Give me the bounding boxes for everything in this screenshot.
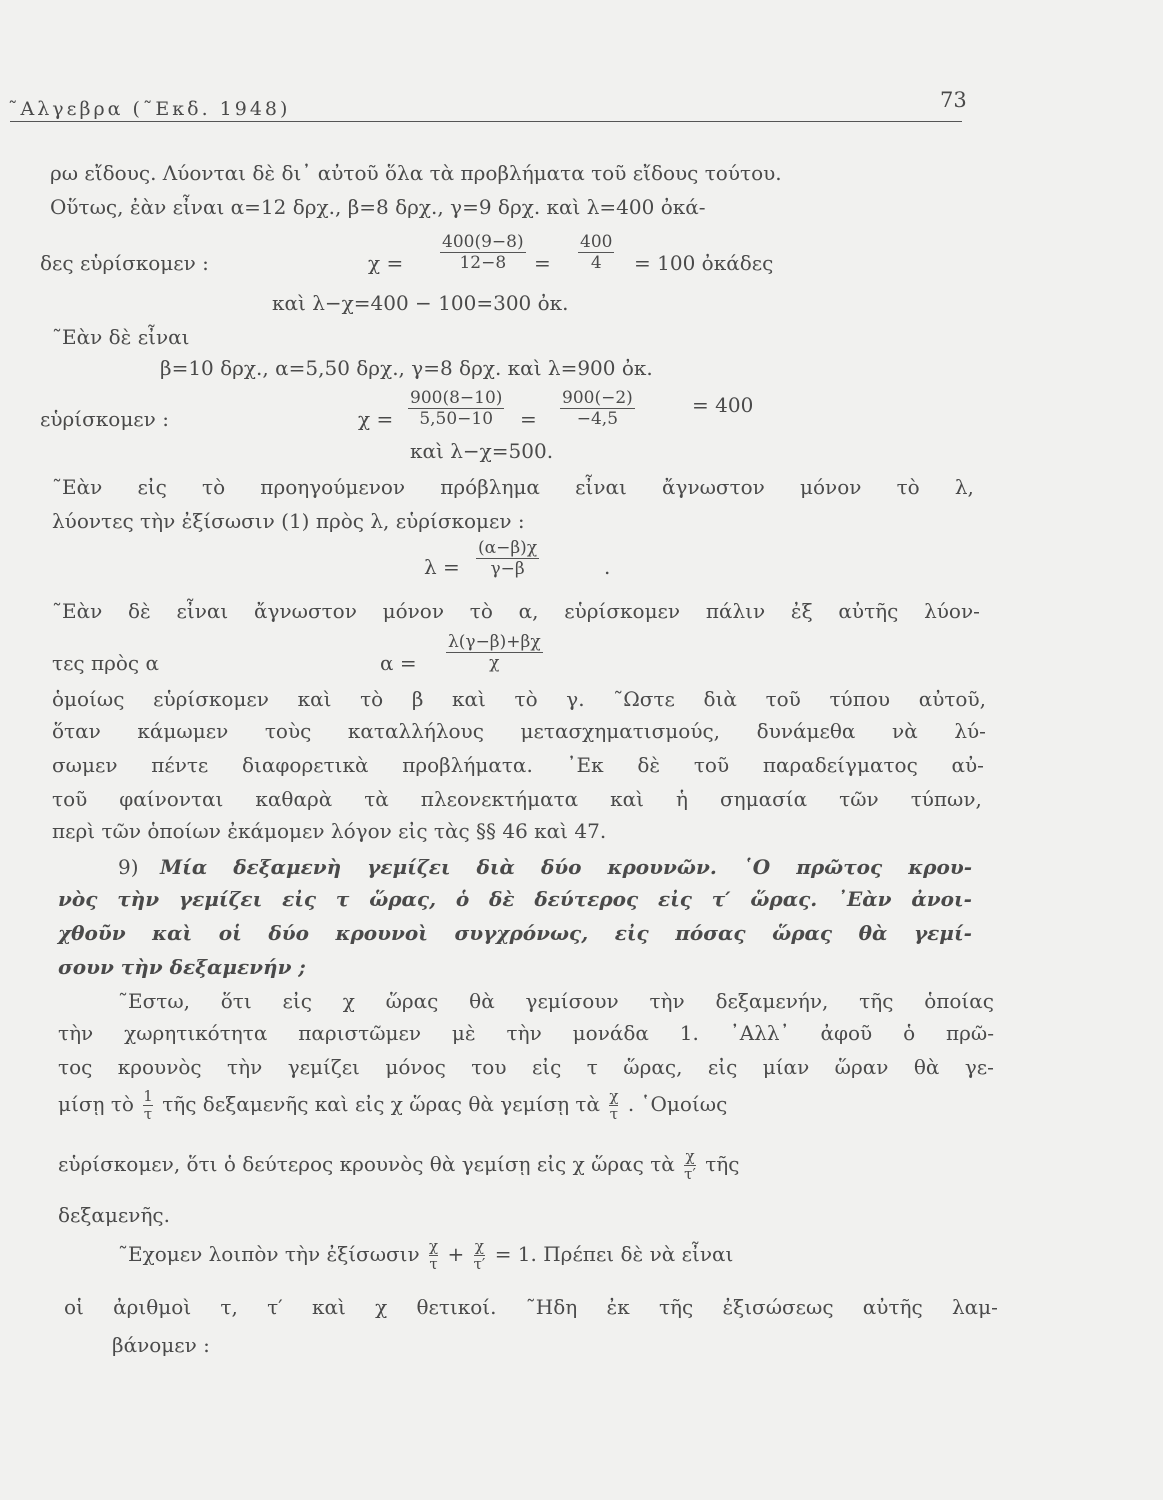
word: θὰ	[858, 921, 888, 945]
equation-lhs: α =	[380, 651, 417, 675]
word: ἀφοῦ	[820, 1021, 873, 1045]
word: ἡ	[676, 787, 689, 811]
text-line: καὶ λ−χ=500.	[410, 439, 554, 463]
fraction	[578, 232, 614, 273]
word: τῆς	[859, 989, 894, 1013]
text-run: = 1. Πρέπει δὲ νὰ εἶναι	[494, 1242, 734, 1266]
word: ˜Ωστε	[613, 687, 675, 711]
word: Μία	[160, 855, 208, 879]
word: οἱ	[64, 1295, 84, 1319]
denominator: 5,50−10	[408, 408, 504, 429]
word: ˜Ηδη	[525, 1295, 578, 1319]
text-line	[58, 1148, 739, 1183]
word: ἐξισώσεως	[722, 1295, 834, 1319]
word: ἄγνωστον	[254, 599, 357, 623]
word: δυνάμεθα	[756, 719, 856, 743]
word: ὁποίας	[924, 989, 994, 1013]
word: τὰ	[364, 787, 389, 811]
text-line: περὶ τῶν ὁποίων ἐκάμομεν λόγον εἰς τὰς §§ 46 καὶ 47.	[52, 819, 607, 843]
text-line: ˜Εὰν δὲ εἶναι	[52, 325, 190, 349]
plus-sign: +	[447, 1242, 465, 1266]
word: προηγούμενον	[260, 475, 406, 499]
word: πρῶτος	[796, 855, 883, 879]
word: παραδείγματος	[762, 753, 918, 777]
denominator: 4	[578, 252, 614, 273]
word: ὁ	[455, 887, 470, 911]
text-line	[52, 752, 984, 778]
word: νὸς	[58, 887, 98, 911]
word: γεμίζει	[287, 1055, 360, 1079]
numerator: 900(−2)	[562, 388, 633, 408]
denominator: τ	[429, 1255, 438, 1273]
word: καὶ	[610, 787, 645, 811]
word: διαφορετικὰ	[242, 753, 369, 777]
word: πάλιν	[705, 599, 766, 623]
word: πλεονεκτήματα	[420, 787, 579, 811]
word: γεμίζει	[178, 887, 263, 911]
word: κρουνοὶ	[335, 921, 428, 945]
text-run: . ῾Ομοίως	[627, 1092, 728, 1116]
fraction	[560, 388, 635, 429]
word: τὴν	[58, 1021, 94, 1045]
text-line: ρω εἴδους. Λύονται δὲ δι᾽ αὐτοῦ ὅλα τὰ προβλήματα τοῦ εἴδους τούτου.	[50, 161, 782, 185]
word: κρουνῶν.	[607, 855, 717, 879]
word: κρουνὸς	[117, 1055, 202, 1079]
word: εἰς	[707, 1055, 738, 1079]
word: εἰς	[282, 887, 317, 911]
word: δεξαμενήν,	[715, 989, 829, 1013]
word: τὸ	[896, 475, 920, 499]
word: αὐτῆς	[862, 1295, 923, 1319]
word: δεξαμενὴ	[233, 855, 342, 879]
word: διὰ	[476, 855, 515, 879]
word: α,	[518, 599, 539, 623]
period: .	[604, 555, 611, 579]
fraction	[684, 1148, 696, 1183]
word: τῆς	[658, 1295, 694, 1319]
text-line: β=10 δρχ., α=5,50 δρχ., γ=8 δρχ. καὶ λ=900 ὀκ.	[160, 356, 653, 380]
header-rule	[10, 121, 962, 122]
text-line: λύοντες τὴν ἐξίσωσιν (1) πρὸς λ, εὑρίσκομεν :	[52, 509, 525, 533]
numerator: χ	[609, 1087, 619, 1105]
word: μόνος	[385, 1055, 446, 1079]
denominator: χ	[446, 652, 543, 673]
denominator: τ	[609, 1105, 619, 1123]
word: ὥρας	[772, 921, 833, 945]
word: τὸ	[514, 687, 538, 711]
text-line: καὶ λ−χ=400 − 100=300 ὀκ.	[272, 291, 569, 315]
word: ˜Εὰν	[52, 599, 103, 623]
word: διὰ	[703, 687, 737, 711]
word: καὶ	[452, 687, 486, 711]
text-line: δες εὑρίσκομεν :	[40, 251, 209, 275]
word: γεμίσουν	[525, 989, 619, 1013]
word: γεμίζει	[367, 855, 451, 879]
denominator: τ′	[684, 1165, 696, 1183]
word: λύον-	[924, 599, 980, 623]
word: τοῦ	[693, 753, 730, 777]
word: ὅτι	[220, 989, 252, 1013]
word: αὐτοῦ,	[918, 687, 986, 711]
word: τ	[586, 1055, 598, 1079]
word: λ,	[954, 475, 974, 499]
text-run: μίσῃ τὸ	[58, 1092, 134, 1116]
word: ὁμοίως	[52, 687, 125, 711]
word: ὁ	[903, 1021, 916, 1045]
word: κάμωμεν	[137, 719, 229, 743]
text-line	[52, 474, 974, 500]
word: τῶν	[839, 787, 879, 811]
word: δὲ	[637, 753, 661, 777]
word: ˜Εστω,	[118, 989, 190, 1013]
word: σωμεν	[52, 753, 118, 777]
word: θὰ	[469, 989, 495, 1013]
word: ˜Εὰν	[52, 475, 103, 499]
text-line	[118, 1238, 733, 1273]
word: καὶ	[311, 1295, 346, 1319]
word: τοῦ	[52, 787, 88, 811]
problem-number: 9)	[118, 855, 139, 879]
word: συγχρόνως,	[454, 921, 589, 945]
numerator: χ	[474, 1237, 485, 1255]
problem-text	[58, 886, 972, 912]
numerator: λ(γ−β)+βχ	[448, 632, 541, 652]
word: εἶναι	[176, 599, 229, 623]
denominator: 12−8	[440, 252, 526, 273]
word: πρόβλημα	[440, 475, 540, 499]
word: ὥρας	[385, 989, 439, 1013]
word: ᾽Εκ	[566, 753, 604, 777]
word: λαμ-	[951, 1295, 998, 1319]
word: νὰ	[892, 719, 918, 743]
word: λύ-	[954, 719, 986, 743]
word: τ′	[267, 1295, 283, 1319]
word: εὑρίσκομεν	[153, 687, 269, 711]
word: μετασχηματισμούς,	[520, 719, 721, 743]
word: δύο	[268, 921, 309, 945]
word: εἰς	[614, 921, 649, 945]
word: σημασία	[720, 787, 808, 811]
text-run: εὑρίσκομεν, ὅτι ὁ δεύτερος κρουνὸς θὰ γεμίσῃ εἰς χ ὥρας τὰ	[58, 1152, 675, 1176]
word: ᾽Εὰν	[837, 887, 892, 911]
word: οἱ	[218, 921, 242, 945]
word: μὲ	[451, 1021, 476, 1045]
word: μονάδα	[572, 1021, 649, 1045]
word: τ′	[711, 887, 731, 911]
word: τ,	[220, 1295, 238, 1319]
numerator: χ	[429, 1237, 439, 1255]
word: του	[471, 1055, 507, 1079]
word: χθοῦν	[58, 921, 126, 945]
word: χ	[342, 989, 355, 1013]
numerator: 400(9−8)	[442, 232, 524, 252]
word: μόνον	[382, 599, 445, 623]
fraction	[446, 632, 543, 673]
word: β	[411, 687, 424, 711]
text-line	[58, 1054, 994, 1080]
word: προβλήματα.	[402, 753, 533, 777]
text-run: τῆς δεξαμενῆς καὶ εἰς χ ὥρας θὰ γεμίσῃ τὰ	[162, 1092, 600, 1116]
word: δεύτερος	[534, 887, 639, 911]
fraction	[440, 232, 526, 273]
word: θετικοί.	[416, 1295, 497, 1319]
word: ἀνοι-	[911, 887, 972, 911]
word: εἰς	[282, 989, 312, 1013]
word: κρου-	[908, 855, 972, 879]
denominator: γ−β	[476, 558, 539, 579]
word: εὑρίσκομεν	[564, 599, 681, 623]
word: δὲ	[128, 599, 151, 623]
word: τὴν	[649, 989, 685, 1013]
text-run: τῆς	[705, 1152, 740, 1176]
word: τὸ	[469, 599, 493, 623]
numerator: 400	[580, 232, 613, 252]
problem-text	[160, 854, 972, 880]
word: εἶναι	[575, 475, 627, 499]
denominator: −4,5	[560, 408, 635, 429]
word: εἰς	[531, 1055, 562, 1079]
word: φαίνονται	[119, 787, 224, 811]
fraction	[474, 1238, 486, 1273]
denominator: τ	[143, 1105, 153, 1123]
word: τὴν	[227, 1055, 263, 1079]
word: ᾽Αλλ᾽	[729, 1021, 790, 1045]
problem-text	[58, 920, 972, 946]
word: πρῶ-	[946, 1021, 994, 1045]
word: ὥραν	[834, 1055, 889, 1079]
equals-sign: =	[534, 251, 551, 275]
word: τὴν	[117, 887, 160, 911]
running-header: ˜Αλγεβρα (˜Εκδ. 1948)	[8, 98, 291, 120]
text-line	[52, 686, 986, 712]
word: γε-	[964, 1055, 994, 1079]
word: χ	[375, 1295, 388, 1319]
word: καταλλήλους	[347, 719, 484, 743]
problem-text: σουν τὴν δεξαμενήν ;	[58, 955, 306, 979]
word: εἰς	[137, 475, 167, 499]
equation-lhs: λ =	[424, 555, 460, 579]
word: θὰ	[913, 1055, 940, 1079]
equals-sign: =	[520, 407, 537, 431]
word: τὸ	[202, 475, 226, 499]
word: ἐκ	[606, 1295, 630, 1319]
word: καθαρὰ	[255, 787, 333, 811]
word: τοῦ	[765, 687, 801, 711]
word: καὶ	[152, 921, 193, 945]
text-line: τες πρὸς α	[52, 651, 159, 675]
word: αὐτῆς	[838, 599, 899, 623]
text-line	[64, 1294, 998, 1320]
word: ὅταν	[52, 719, 101, 743]
fraction	[429, 1238, 438, 1273]
word: τὸ	[360, 687, 384, 711]
word: τὴν	[506, 1021, 542, 1045]
word: ἄγνωστον	[662, 475, 765, 499]
fraction	[476, 538, 539, 579]
text-line: εὑρίσκομεν :	[40, 407, 169, 431]
text-line	[52, 598, 980, 624]
word: τος	[58, 1055, 93, 1079]
word: δὲ	[489, 887, 515, 911]
word: χωρητικότητα	[124, 1021, 268, 1045]
word: μόνον	[800, 475, 862, 499]
text-line: βάνομεν :	[112, 1333, 210, 1357]
word: ῾Ο	[742, 855, 771, 879]
word: τύπου	[829, 687, 891, 711]
text-line: Οὕτως, ἐὰν εἶναι α=12 δρχ., β=8 δρχ., γ=9 δρχ. καὶ λ=400 ὀκά-	[50, 195, 706, 219]
page-number: 73	[940, 88, 967, 112]
word: παριστῶμεν	[298, 1021, 422, 1045]
equation-lhs: χ =	[358, 407, 394, 431]
word: τύπων,	[910, 787, 982, 811]
word: γ.	[566, 687, 585, 711]
equation-rhs: = 400	[692, 393, 754, 417]
word: ὥρας,	[623, 1055, 683, 1079]
word: δύο	[540, 855, 582, 879]
fraction	[609, 1088, 618, 1123]
word: ἐξ	[790, 599, 813, 623]
text-line	[118, 988, 994, 1014]
word: μίαν	[762, 1055, 810, 1079]
denominator: τ′	[473, 1255, 486, 1273]
fraction	[408, 388, 504, 429]
text-line	[52, 718, 986, 744]
word: πέντε	[151, 753, 209, 777]
numerator: 900(8−10)	[410, 388, 503, 408]
text-line: δεξαμενῆς.	[58, 1203, 170, 1227]
word: εἰς	[657, 887, 692, 911]
word: τοὺς	[264, 719, 312, 743]
word: αὐ-	[951, 753, 984, 777]
text-line	[52, 786, 982, 812]
word: γεμί-	[913, 921, 972, 945]
equation-lhs: χ =	[368, 251, 404, 275]
word: ἀριθμοὶ	[113, 1295, 192, 1319]
word: ὥρας.	[750, 887, 818, 911]
text-line	[58, 1088, 727, 1123]
equation-rhs: = 100 ὀκάδες	[634, 251, 774, 275]
word: 1.	[679, 1021, 699, 1045]
text-run: ˜Εχομεν λοιπὸν τὴν ἐξίσωσιν	[118, 1242, 420, 1266]
word: καὶ	[297, 687, 332, 711]
numerator: χ	[685, 1147, 695, 1165]
text-line	[58, 1020, 994, 1046]
numerator: 1	[143, 1087, 153, 1105]
word: τ	[335, 887, 350, 911]
numerator: (α−β)χ	[478, 538, 538, 558]
word: ὥρας,	[369, 887, 437, 911]
word: πόσας	[675, 921, 746, 945]
fraction	[143, 1088, 153, 1123]
